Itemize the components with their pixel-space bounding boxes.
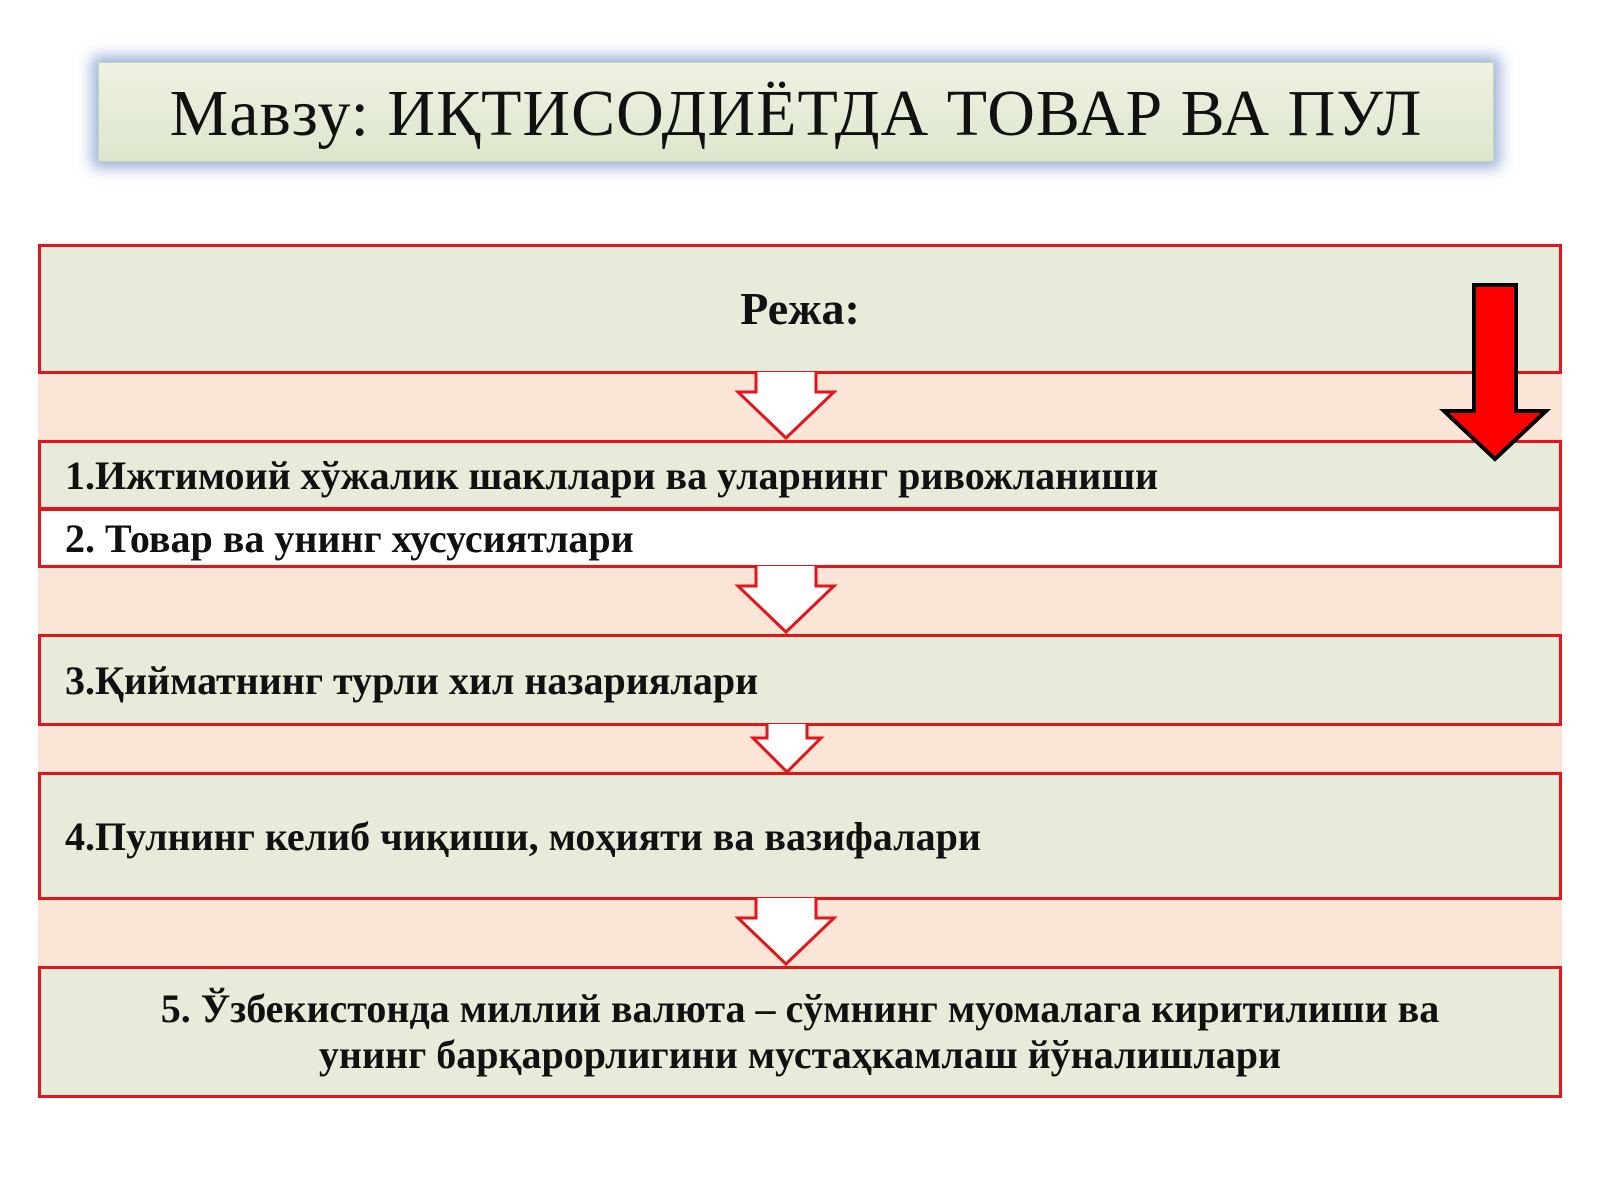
- page-title: Мавзу: ИҚТИСОДИЁТДА ТОВАР ВА ПУЛ: [169, 77, 1423, 150]
- plan-item-1: [38, 440, 1562, 510]
- plan-item-2: [38, 508, 1562, 568]
- red-down-arrow-icon: [1448, 283, 1558, 463]
- down-arrow-icon: [738, 372, 848, 442]
- down-arrow-icon: [738, 898, 848, 968]
- plan-item-5: [38, 966, 1562, 1098]
- plan-item-3: [38, 634, 1562, 726]
- plan-item-label: 3.Қийматнинг турли хил назариялари: [65, 657, 759, 703]
- plan-item-label: 5. Ўзбекистонда миллий валюта – сўмнинг муомалага киритилиши ва унинг барқарорлигини мустаҳкамлаш йўналишлари: [160, 986, 1440, 1077]
- plan-item-label: 1.Ижтимоий хўжалик шакллари ва уларнинг ривожланиши: [65, 452, 1159, 498]
- plan-heading-box: [38, 244, 1562, 374]
- plan-item-label: 4.Пулнинг келиб чиқиши, моҳияти ва вазифалари: [65, 813, 981, 859]
- plan-heading: Режа:: [740, 283, 860, 334]
- down-arrow-icon: [738, 566, 848, 636]
- plan-item-4: [38, 772, 1562, 900]
- down-arrow-icon: [753, 724, 863, 774]
- plan-item-label: 2. Товар ва унинг хусусиятлари: [65, 515, 634, 561]
